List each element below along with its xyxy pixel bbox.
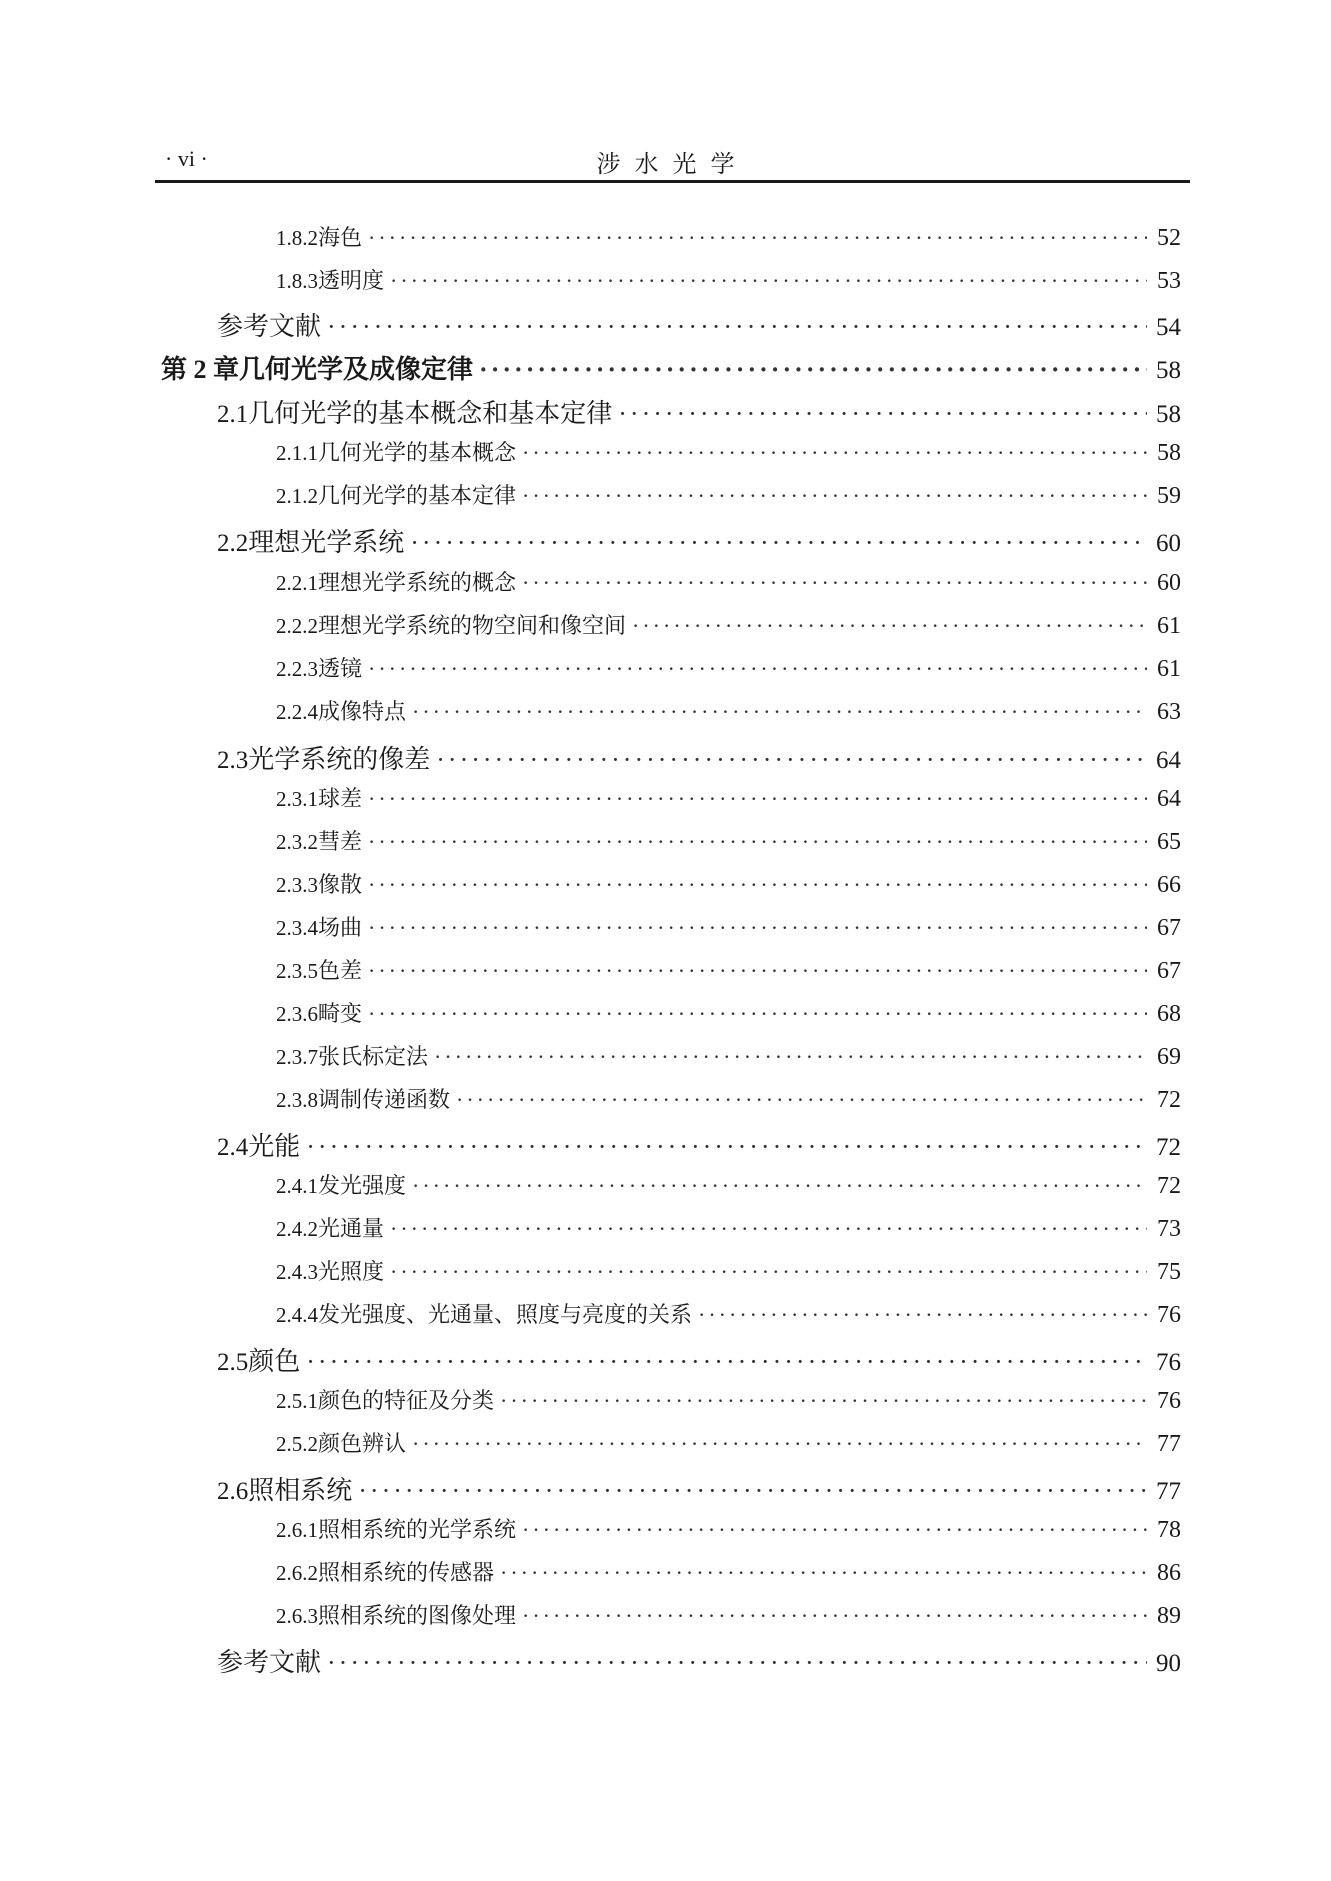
toc-entry-page: 89: [1157, 1603, 1181, 1629]
toc-entry-title: 颜色的特征及分类: [318, 1389, 495, 1414]
dot-leader: [368, 1001, 1147, 1027]
toc-entry[interactable]: [217, 393, 1181, 430]
toc-entry-title: 照相系统: [248, 1476, 353, 1506]
toc-entry-title: 畸变: [318, 1002, 363, 1027]
toc-entry[interactable]: [276, 221, 1181, 252]
toc-entry[interactable]: [276, 695, 1181, 726]
toc-entry-title: 光通量: [318, 1217, 385, 1242]
toc-entry[interactable]: [276, 782, 1181, 813]
toc-entry-page: 65: [1157, 829, 1181, 855]
toc-entry-title: 颜色辨认: [318, 1432, 407, 1457]
toc-entry-number: 2.3.2: [276, 830, 318, 854]
dot-leader: [522, 440, 1147, 466]
dot-leader: [327, 1648, 1147, 1678]
toc-entry-title: 发光强度、光通量、照度与亮度的关系: [318, 1303, 693, 1328]
toc-entry-title: 几何光学的基本定律: [318, 484, 517, 509]
dot-leader: [390, 1259, 1147, 1285]
toc-entry-page: 63: [1157, 699, 1181, 725]
dot-leader: [698, 1302, 1147, 1328]
dot-leader: [368, 958, 1147, 984]
toc-entry-page: 60: [1157, 570, 1181, 596]
toc-entry[interactable]: [217, 1341, 1181, 1378]
toc-entry-number: 2.4.2: [276, 1217, 318, 1241]
toc-entry-title: 几何光学及成像定律: [239, 355, 474, 385]
toc-entry-title: 透明度: [318, 269, 385, 294]
toc-entry-page: 75: [1157, 1259, 1181, 1285]
toc-entry[interactable]: [276, 1169, 1181, 1200]
toc-entry-title: 理想光学系统: [248, 528, 405, 558]
toc-entry-page: 78: [1157, 1517, 1181, 1543]
toc-entry-title: 几何光学的基本概念和基本定律: [248, 399, 613, 429]
toc-entry-title: 光照度: [318, 1260, 385, 1285]
dot-leader: [368, 786, 1147, 812]
toc-entry-page: 64: [1156, 747, 1181, 774]
toc-entry-page: 76: [1157, 1388, 1181, 1414]
toc-entry-page: 86: [1157, 1560, 1181, 1586]
dot-leader: [456, 1087, 1147, 1113]
toc-entry-title: 颜色: [248, 1347, 301, 1377]
toc-entry-number: 1.8.3: [276, 269, 318, 293]
toc-entry-title: 几何光学的基本概念: [318, 441, 517, 466]
dot-leader: [522, 570, 1147, 596]
toc-entry-number: 2.1: [217, 401, 249, 428]
toc-entry-page: 76: [1157, 1302, 1181, 1328]
toc-entry-number: 2.4: [217, 1134, 249, 1161]
toc-entry-page: 58: [1157, 440, 1181, 466]
toc-entry-title: 光学系统的像差: [248, 745, 431, 775]
toc-entry[interactable]: [276, 566, 1181, 597]
toc-entry-number: 2.3.6: [276, 1002, 318, 1026]
toc-entry[interactable]: [276, 1427, 1181, 1458]
dot-leader: [390, 1216, 1147, 1242]
dot-leader: [412, 699, 1147, 725]
toc-entry-number: 2.4.1: [276, 1174, 318, 1198]
toc-entry-page: 72: [1157, 1173, 1181, 1199]
toc-entry-number: 2.5.2: [276, 1432, 318, 1456]
toc-entry[interactable]: [161, 349, 1181, 386]
toc-entry-page: 67: [1157, 958, 1181, 984]
toc-entry[interactable]: [217, 1642, 1181, 1679]
toc-entry[interactable]: [276, 1384, 1181, 1415]
dot-leader: [327, 312, 1147, 342]
dot-leader: [522, 1603, 1147, 1629]
dot-leader: [436, 745, 1147, 775]
toc-entry-title: 光能: [248, 1132, 301, 1162]
toc-entry[interactable]: [276, 1556, 1181, 1587]
header-rule: [155, 180, 1190, 183]
toc-entry[interactable]: [217, 306, 1181, 343]
toc-entry-title: 照相系统的图像处理: [318, 1604, 517, 1629]
toc-entry-number: 2.6.2: [276, 1561, 318, 1585]
toc-entry[interactable]: [276, 1040, 1181, 1071]
toc-entry[interactable]: [217, 1126, 1181, 1163]
toc-entry-page: 60: [1156, 530, 1181, 557]
toc-entry-number: 2.5.1: [276, 1389, 318, 1413]
toc-entry-number: 2.3.7: [276, 1045, 318, 1069]
toc-entry-page: 66: [1157, 872, 1181, 898]
dot-leader: [632, 613, 1147, 639]
toc-entry-page: 64: [1157, 786, 1181, 812]
dot-leader: [500, 1560, 1147, 1586]
toc-entry-page: 73: [1157, 1216, 1181, 1242]
toc-entry-number: 2.4.3: [276, 1260, 318, 1284]
toc-entry-title: 彗差: [318, 830, 363, 855]
toc-entry-page: 69: [1157, 1044, 1181, 1070]
toc-entry-page: 76: [1156, 1349, 1181, 1376]
toc-entry-number: 第 2 章: [161, 355, 240, 384]
toc-entry-page: 90: [1156, 1650, 1181, 1677]
toc-entry-title: 调制传递函数: [318, 1088, 451, 1113]
toc-entry-page: 77: [1157, 1431, 1181, 1457]
toc-entry[interactable]: [276, 825, 1181, 856]
toc-entry[interactable]: [276, 954, 1181, 985]
toc-entry-page: 61: [1157, 656, 1181, 682]
toc-entry-number: 2.1.1: [276, 441, 318, 465]
toc-entry-page: 67: [1157, 915, 1181, 941]
toc-entry-number: 2.3: [217, 747, 249, 774]
dot-leader: [618, 399, 1147, 429]
dot-leader: [500, 1388, 1147, 1414]
toc-entry-title: 照相系统的传感器: [318, 1561, 495, 1586]
toc-entry[interactable]: [276, 436, 1181, 467]
toc-entry-title: 参考文献: [217, 1648, 322, 1678]
toc-entry[interactable]: [217, 522, 1181, 559]
toc-entry[interactable]: [276, 1083, 1181, 1114]
dot-leader: [390, 268, 1147, 294]
toc-entry-page: 52: [1157, 225, 1181, 251]
toc-entry[interactable]: [217, 1470, 1181, 1507]
dot-leader: [368, 656, 1147, 682]
toc-entry-number: 2.6.1: [276, 1518, 318, 1542]
dot-leader: [434, 1044, 1147, 1070]
toc-entry-number: 2.5: [217, 1349, 249, 1376]
dot-leader: [368, 829, 1147, 855]
toc-entry-page: 61: [1157, 613, 1181, 639]
toc-entry-title: 色差: [318, 959, 363, 984]
dot-leader: [368, 872, 1147, 898]
toc-entry-number: 2.4.4: [276, 1303, 318, 1327]
toc-entry[interactable]: [276, 911, 1181, 942]
toc-entry-page: 58: [1156, 401, 1181, 428]
dot-leader: [412, 1431, 1147, 1457]
toc-entry[interactable]: [276, 264, 1181, 295]
toc-entry[interactable]: [276, 479, 1181, 510]
toc-entry-title: 成像特点: [318, 700, 407, 725]
toc-entry-number: 2.3.8: [276, 1088, 318, 1112]
dot-leader: [306, 1132, 1147, 1162]
toc-entry-number: 2.2.2: [276, 614, 318, 638]
toc-entry[interactable]: [217, 739, 1181, 776]
running-title: 涉水光学: [596, 150, 749, 178]
toc-entry-page: 68: [1157, 1001, 1181, 1027]
toc-entry-number: 2.6.3: [276, 1604, 318, 1628]
toc-entry-title: 像散: [318, 873, 363, 898]
dot-leader: [410, 528, 1147, 558]
toc-entry-title: 海色: [318, 226, 363, 251]
toc-entry[interactable]: [276, 1513, 1181, 1544]
dot-leader: [368, 915, 1147, 941]
toc-entry-title: 场曲: [318, 916, 363, 941]
toc-entry-page: 53: [1157, 268, 1181, 294]
page-header: [155, 138, 1190, 178]
toc-entry-number: 2.3.1: [276, 787, 318, 811]
toc-entry-title: 理想光学系统的物空间和像空间: [318, 614, 627, 639]
toc-entry-number: 2.2.1: [276, 571, 318, 595]
toc-entry-page: 72: [1156, 1134, 1181, 1161]
toc-entry[interactable]: [276, 997, 1181, 1028]
toc-entry-page: 59: [1157, 483, 1181, 509]
toc-entry-number: 2.3.4: [276, 916, 318, 940]
toc-entry[interactable]: [276, 652, 1181, 683]
toc-entry[interactable]: [276, 609, 1181, 640]
page-number: · vi ·: [165, 146, 208, 171]
toc-entry-number: 2.2.3: [276, 657, 318, 681]
toc-entry-number: 2.2: [217, 530, 249, 557]
toc-entry-page: 54: [1156, 314, 1181, 341]
toc-entry-title: 球差: [318, 787, 363, 812]
toc-entry-title: 参考文献: [217, 312, 322, 342]
dot-leader: [522, 1517, 1147, 1543]
toc-entry-number: 2.1.2: [276, 484, 318, 508]
toc-entry-number: 1.8.2: [276, 226, 318, 250]
toc-entry[interactable]: [276, 1298, 1181, 1329]
dot-leader: [412, 1173, 1147, 1199]
toc-entry-title: 理想光学系统的概念: [318, 571, 517, 596]
toc-entry-page: 58: [1156, 357, 1181, 384]
toc-entry-title: 张氏标定法: [318, 1045, 429, 1070]
toc-entry-page: 77: [1156, 1478, 1181, 1505]
dot-leader: [306, 1347, 1147, 1377]
toc-entry-title: 透镜: [318, 657, 363, 682]
toc-entry-number: 2.2.4: [276, 700, 318, 724]
toc-entry-title: 照相系统的光学系统: [318, 1518, 517, 1543]
toc-entry[interactable]: [276, 1599, 1181, 1630]
toc-entry-number: 2.6: [217, 1478, 249, 1505]
toc-entry[interactable]: [276, 1255, 1181, 1286]
toc-entry[interactable]: [276, 868, 1181, 899]
toc-entry[interactable]: [276, 1212, 1181, 1243]
toc-entry-number: 2.3.5: [276, 959, 318, 983]
dot-leader: [522, 483, 1147, 509]
toc-entry-title: 发光强度: [318, 1174, 407, 1199]
toc-entry-number: 2.3.3: [276, 873, 318, 897]
dot-leader: [368, 225, 1147, 251]
toc-entry-page: 72: [1157, 1087, 1181, 1113]
dot-leader: [358, 1476, 1147, 1506]
dot-leader: [479, 355, 1147, 385]
